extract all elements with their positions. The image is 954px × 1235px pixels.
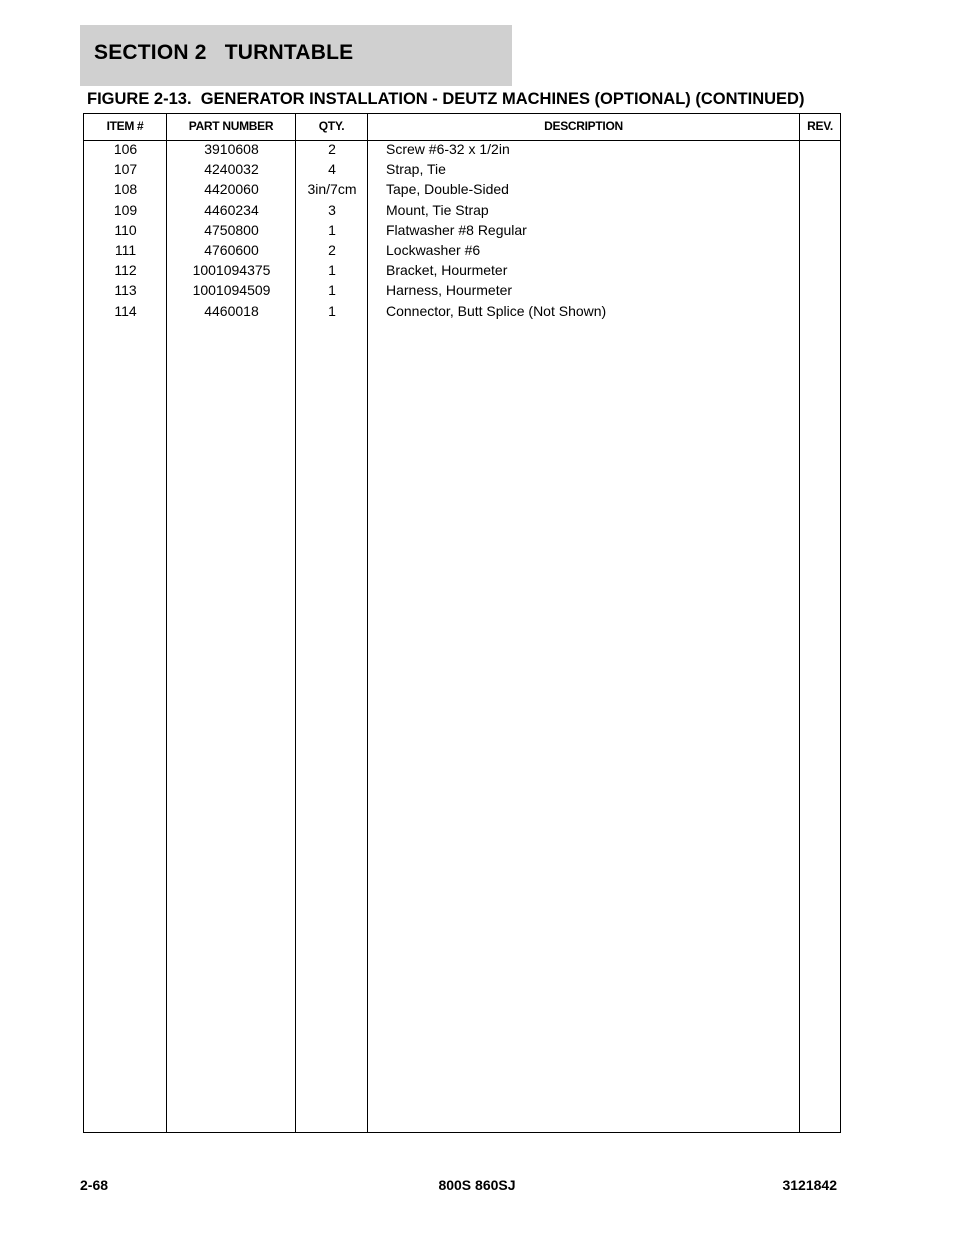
quantity: 3in/7cm	[307, 181, 357, 198]
model-name: 800S 860SJ	[438, 1177, 516, 1193]
item-number: 109	[113, 201, 138, 218]
part-number: 1001094375	[192, 262, 271, 279]
page-number: 2-68	[80, 1177, 109, 1193]
quantity: 1	[328, 282, 336, 299]
quantity: 3	[328, 201, 336, 218]
description: Screw #6-32 x 1/2in	[386, 141, 510, 157]
quantity: 2	[328, 141, 336, 157]
description: Bracket, Hourmeter	[386, 262, 508, 279]
table-row	[84, 161, 840, 181]
quantity: 4	[328, 161, 336, 178]
description: Strap, Tie	[386, 161, 446, 178]
description: Connector, Butt Splice (Not Shown)	[386, 302, 607, 319]
header-part-number: PART NUMBER	[188, 119, 274, 133]
item-number: 112	[114, 262, 137, 279]
figure-title: FIGURE 2-13. GENERATOR INSTALLATION - DEUTZ MACHINES (OPTIONAL) (CONTINUED)	[87, 90, 805, 108]
part-number: 4750800	[204, 221, 259, 238]
document-number: 3121842	[782, 1177, 837, 1193]
table-row	[84, 222, 840, 242]
table-row	[84, 242, 840, 262]
description: Tape, Double-Sided	[386, 181, 509, 198]
item-number: 111	[114, 242, 137, 258]
header-description: DESCRIPTION	[544, 119, 623, 133]
header-qty: QTY.	[318, 119, 345, 133]
description: Mount, Tie Strap	[386, 201, 489, 218]
header-item: ITEM #	[106, 119, 144, 133]
table-row	[84, 303, 840, 323]
item-number: 107	[113, 161, 138, 178]
part-number: 3910608	[204, 141, 259, 157]
description: Flatwasher #8 Regular	[386, 221, 527, 238]
quantity: 1	[328, 221, 336, 238]
table-row	[84, 181, 840, 201]
table-row	[84, 282, 840, 302]
quantity: 1	[328, 302, 336, 319]
quantity: 1	[328, 262, 336, 279]
item-number: 113	[114, 282, 137, 299]
part-number: 1001094509	[192, 282, 271, 299]
part-number: 4760600	[204, 242, 259, 258]
part-number: 4460018	[204, 302, 259, 319]
part-number: 4240032	[204, 161, 259, 178]
section-title: SECTION 2 TURNTABLE	[94, 41, 354, 64]
section-banner	[80, 25, 512, 86]
part-number: 4460234	[204, 201, 259, 218]
description: Harness, Hourmeter	[386, 282, 513, 299]
table-row	[84, 141, 840, 161]
parts-table	[83, 113, 841, 1133]
part-number: 4420060	[204, 181, 259, 198]
item-number: 114	[114, 302, 137, 319]
item-number: 108	[113, 181, 138, 198]
quantity: 2	[328, 242, 336, 258]
table-row	[84, 202, 840, 222]
item-number: 110	[114, 221, 137, 238]
table-row	[84, 262, 840, 282]
description: Lockwasher #6	[386, 242, 481, 258]
header-rev: REV.	[807, 119, 833, 133]
item-number: 106	[113, 141, 138, 157]
